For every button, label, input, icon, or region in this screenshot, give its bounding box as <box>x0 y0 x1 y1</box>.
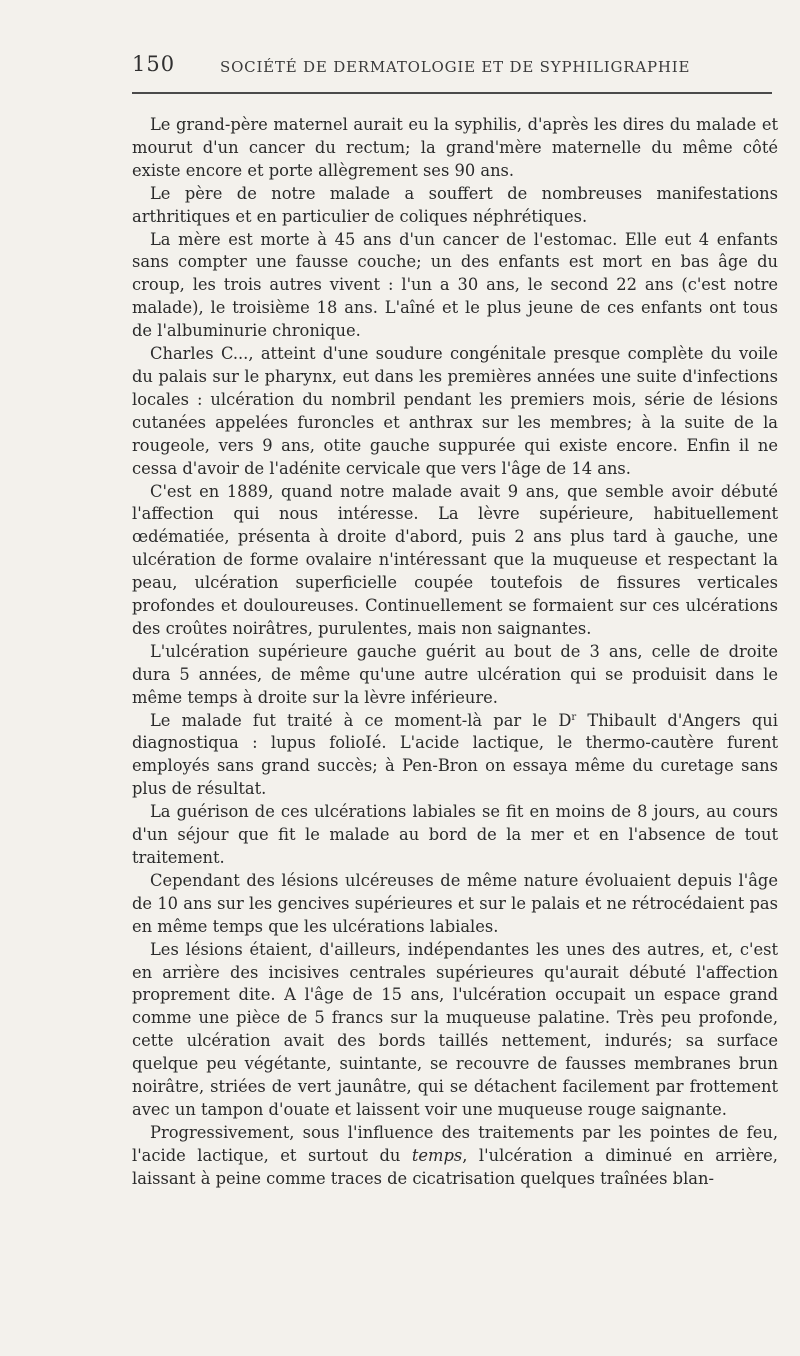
paragraph-10: Les lésions étaient, d'ailleurs, indépendantes les unes des autres, et, c'est en arrière des incisives centrales supérieures qu'aurait débuté l'affection proprement dite. A l'âge de 15 ans, l'ulcération occupait un espace grand comme une pièce de 5 francs sur la muqueuse palatine. Très peu profonde, cette ulcération avait des bords taillés nettement, indurés; sa surface quelque peu végétante, suintante, se recouvre de fausses membranes brun noirâtre, striées de vert jaunâtre, qui se détachent facilement par frottement avec un tampon d'ouate et laissent voir une muqueuse rouge saignante. <box>132 939 778 1119</box>
paragraph-11-text-a: Progressivement, sous l'influence des traitements par les pointes de feu, l'acide lactique, et surtout du <box>132 1122 778 1165</box>
paragraph-7-text-a: Le malade fut traité à ce moment-là par le D <box>150 710 572 730</box>
paragraph-4: Charles C..., atteint d'une soudure congénitale presque complète du voile du palais sur le pharynx, eut dans les premières années une suite d'infections locales : ulcération du nombril pendant les premiers mois, série de lésions cutanées appelées furoncles et anthrax sur les membres; à la suite de la rougeole, vers 9 ans, otite gauche suppurée qui existe encore. Enfin il ne cessa d'avoir de l'adénite cervicale que vers l'âge de 14 ans. <box>132 344 778 478</box>
paragraph-2: Le père de notre malade a souffert de nombreuses manifestations arthritiques et en particulier de coliques néphrétiques. <box>132 183 778 226</box>
paragraph-11 <box>132 1122 778 1191</box>
emphasis-temps: temps <box>411 1145 463 1165</box>
header-rule <box>132 92 772 94</box>
body-text <box>132 114 778 1191</box>
running-head: SOCIÉTÉ DE DERMATOLOGIE ET DE SYPHILIGRAPHIE <box>220 58 691 76</box>
paragraph-6: L'ulcération supérieure gauche guérit au bout de 3 ans, celle de droite dura 5 années, de même qu'une autre ulcération qui se produisit dans le même temps à droite sur la lèvre inférieure. <box>132 641 778 707</box>
paragraph-7 <box>132 710 778 802</box>
paragraph-9: Cependant des lésions ulcéreuses de même nature évoluaient depuis l'âge de 10 ans sur les gencives supérieures et sur le palais et ne rétrocédaient pas en même temps que les ulcérations labiales. <box>132 870 778 936</box>
doctor-abbrev-superscript: r <box>571 711 577 723</box>
paragraph-3: La mère est morte à 45 ans d'un cancer de l'estomac. Elle eut 4 enfants sans compter une fausse couche; un des enfants est mort en bas âge du croup, les trois autres vivent : l'un a 30 ans, le second 22 ans (c'est notre malade), le troisième 18 ans. L'aîné et le plus jeune de ces enfants ont tous de l'albuminurie chronique. <box>132 229 778 341</box>
paragraph-11-text-b: , l'ulcération a diminué en arrière, laissant à peine comme traces de cicatrisation quelques traînées blan- <box>132 1145 778 1188</box>
page-number: 150 <box>132 52 176 76</box>
paragraph-5: C'est en 1889, quand notre malade avait 9 ans, que semble avoir débuté l'affection qui nous intéresse. La lèvre supérieure, habituellement œdématiée, présenta à droite d'abord, puis 2 ans plus tard à gauche, une ulcération de forme ovalaire n'intéressant que la muqueuse et respectant la peau, ulcération superficielle coupée toutefois de fissures verticales profondes et douloureuses. Continuellement se formaient sur ces ulcérations des croûtes noirâtres, purulentes, mais non saignantes. <box>132 481 778 638</box>
page-header <box>132 48 772 88</box>
paragraph-7-text-b: Thibault d'Angers qui diagnostiqua : lupus folioIé. L'acide lactique, le thermo-cautère furent employés sans grand succès; à Pen-Bron on essaya même du curetage sans plus de résultat. <box>132 710 779 799</box>
paragraph-8: La guérison de ces ulcérations labiales se fit en moins de 8 jours, au cours d'un séjour que fit le malade au bord de la mer et en l'absence de tout traitement. <box>132 802 778 867</box>
paragraph-1: Le grand-père maternel aurait eu la syphilis, d'après les dires du malade et mourut d'un cancer du rectum; la grand'mère maternelle du même côté existe encore et porte allègrement ses 90 ans. <box>132 115 778 180</box>
